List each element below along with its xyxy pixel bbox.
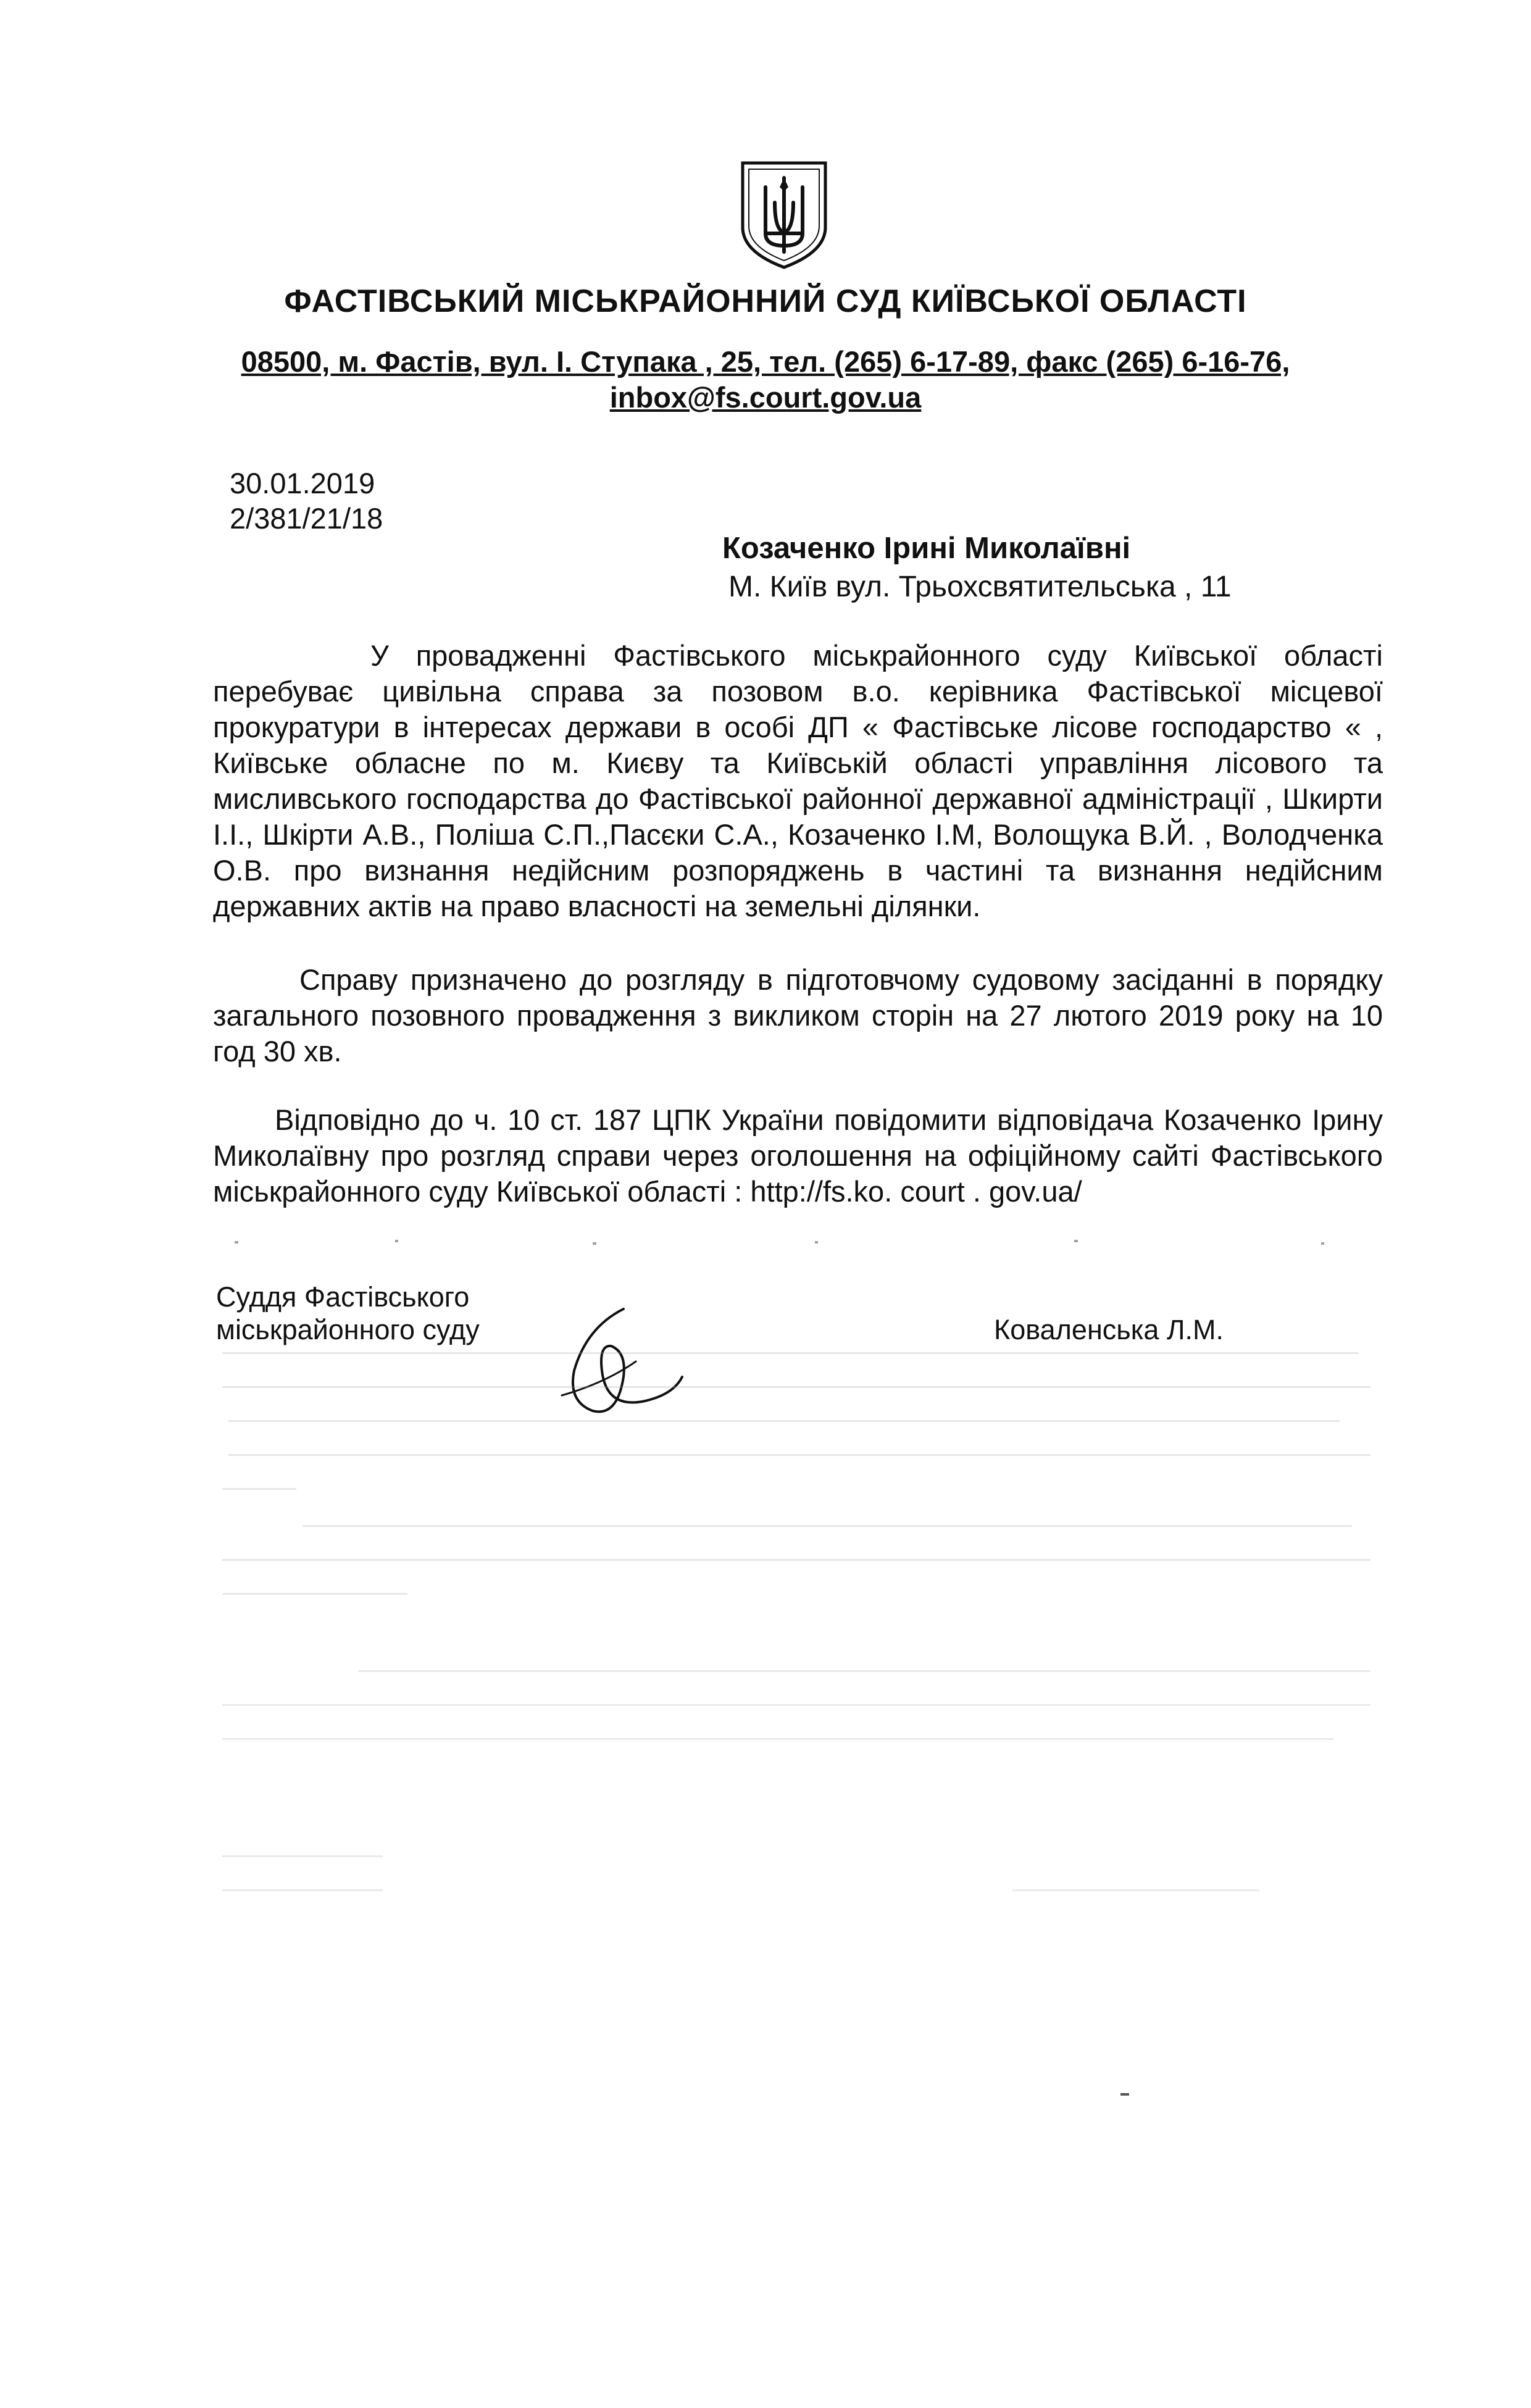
signature-title-line-1: Суддя Фастівського	[216, 1281, 470, 1313]
bleed-through-noise	[210, 1235, 1383, 2408]
reference-number: 2/381/21/18	[230, 502, 383, 535]
body-paragraph-1: У провадженні Фастівського міськрайонного суду Київської області перебуває цивільна справа за позовом в.о. керівника Фастівської місцевої прокуратури в інтересах держави в особі ДП « Фастівське лісове господарство « , Київське обласне по м. Києву та Київській області управління лісового та мисливського господарства до Фастівської районної державної адміністрації , Шкирти І.І., Шкірти А.В., Поліша С.П.,Пасєки С.А., Козаченко І.М, Волощука В.Й. , Володченка О.В. про визнання недійсним розпоряджень в частині та визнання недійсним державних актів на право власності на земельні ділянки.	[213, 639, 1383, 922]
trident-emblem-icon	[738, 159, 830, 270]
court-address: 08500, м. Фастів, вул. І. Ступака , 25, тел. (265) 6-17-89, факс (265) 6-16-76,	[241, 345, 1290, 378]
signature-title-line-2: міськрайонного суду	[216, 1314, 480, 1345]
recipient-address: М. Київ вул. Трьохсвятительська , 11	[728, 571, 1232, 603]
judge-name: Коваленська Л.М.	[994, 1314, 1224, 1345]
body-paragraph-3: Відповідно до ч. 10 ст. 187 ЦПК України повідомити відповідача Козаченко Ірину Миколаївну про розгляд справи через оголошення на офіційному сайті Фастівського міськрайонного суду Київської області : http://fs.ko. court . gov.ua/	[213, 1103, 1383, 1208]
bottom-mark	[1120, 2093, 1129, 2096]
recipient-name: Козаченко Ірині Миколаївні	[722, 532, 1131, 565]
body-paragraph-2: Справу призначено до розгляду в підготовчому судовому засіданні в порядку загального позовного провадження з викликом сторін на 27 лютого 2019 року на 10 год 30 хв.	[213, 963, 1383, 1068]
court-name: ФАСТІВСЬКИЙ МІСЬКРАЙОННИЙ СУД КИЇВСЬКОЇ ОБЛАСТІ	[284, 283, 1247, 319]
letter-date: 30.01.2019	[230, 467, 375, 500]
court-email: inbox@fs.court.gov.ua	[609, 381, 922, 414]
